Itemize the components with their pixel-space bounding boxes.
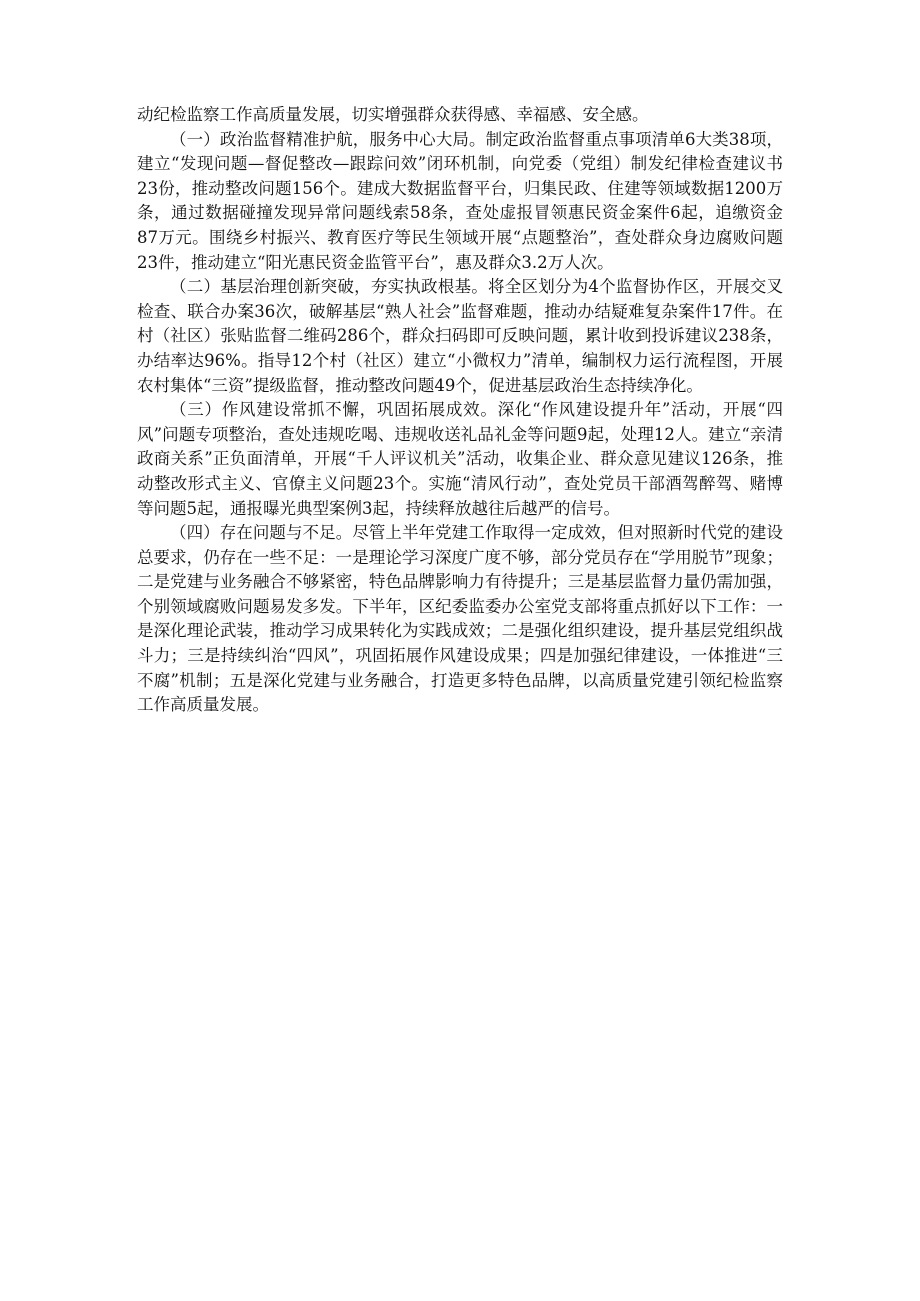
paragraph-section-2: （二）基层治理创新突破，夯实执政根基。将全区划分为4个监督协作区，开展交叉检查、联合办案36次，破解基层“熟人社会”监督难题，推动办结疑难复杂案件17件。在村（社区）张贴监督二维码286个，群众扫码即可反映问题，累计收到投诉建议238条，办结率达96%。指导12个村（社区）建立“小微权力”清单，编制权力运行流程图，开展农村集体“三资”提级监督，推动整改问题49个，促进基层政治生态持续净化。: [137, 277, 783, 395]
paragraph-section-1: （一）政治监督精准护航，服务中心大局。制定政治监督重点事项清单6大类38项，建立“发现问题—督促整改—跟踪问效”闭环机制，向党委（党组）制发纪律检查建议书23份，推动整改问题156个。建成大数据监督平台，归集民政、住建等领域数据1200万条，通过数据碰撞发现异常问题线索58条，查处虚报冒领惠民资金案件6起，追缴资金87万元。围绕乡村振兴、教育医疗等民生领域开展“点题整治”，查处群众身边腐败问题23件，推动建立“阳光惠民资金监管平台”，惠及群众3.2万人次。: [137, 129, 783, 272]
paragraph-intro-tail: 动纪检监察工作高质量发展，切实增强群众获得感、幸福感、安全感。: [137, 105, 649, 124]
paragraph-section-4: （四）存在问题与不足。尽管上半年党建工作取得一定成效，但对照新时代党的建设总要求，仍存在一些不足：一是理论学习深度广度不够，部分党员存在“学用脱节”现象；二是党建与业务融合不够紧密，特色品牌影响力有待提升；三是基层监督力量仍需加强，个别领域腐败问题易发多发。下半年，区纪委监委办公室党支部将重点抓好以下工作：一是深化理论武装，推动学习成果转化为实践成效；二是强化组织建设，提升基层党组织战斗力；三是持续纠治“四风”，巩固拓展作风建设成果；四是加强纪律建设，一体推进“三不腐”机制；五是深化党建与业务融合，打造更多特色品牌，以高质量党建引领纪检监察工作高质量发展。: [137, 523, 783, 715]
paragraph-section-3: （三）作风建设常抓不懈，巩固拓展成效。深化“作风建设提升年”活动，开展“四风”问题专项整治，查处违规吃喝、违规收送礼品礼金等问题9起，处理12人。建立“亲清政商关系”正负面清单，开展“千人评议机关”活动，收集企业、群众意见建议126条，推动整改形式主义、官僚主义问题23个。实施“清风行动”，查处党员干部酒驾醉驾、赌博等问题5起，通报曝光典型案例3起，持续释放越往后越严的信号。: [137, 400, 783, 518]
document-page: [137, 103, 783, 718]
